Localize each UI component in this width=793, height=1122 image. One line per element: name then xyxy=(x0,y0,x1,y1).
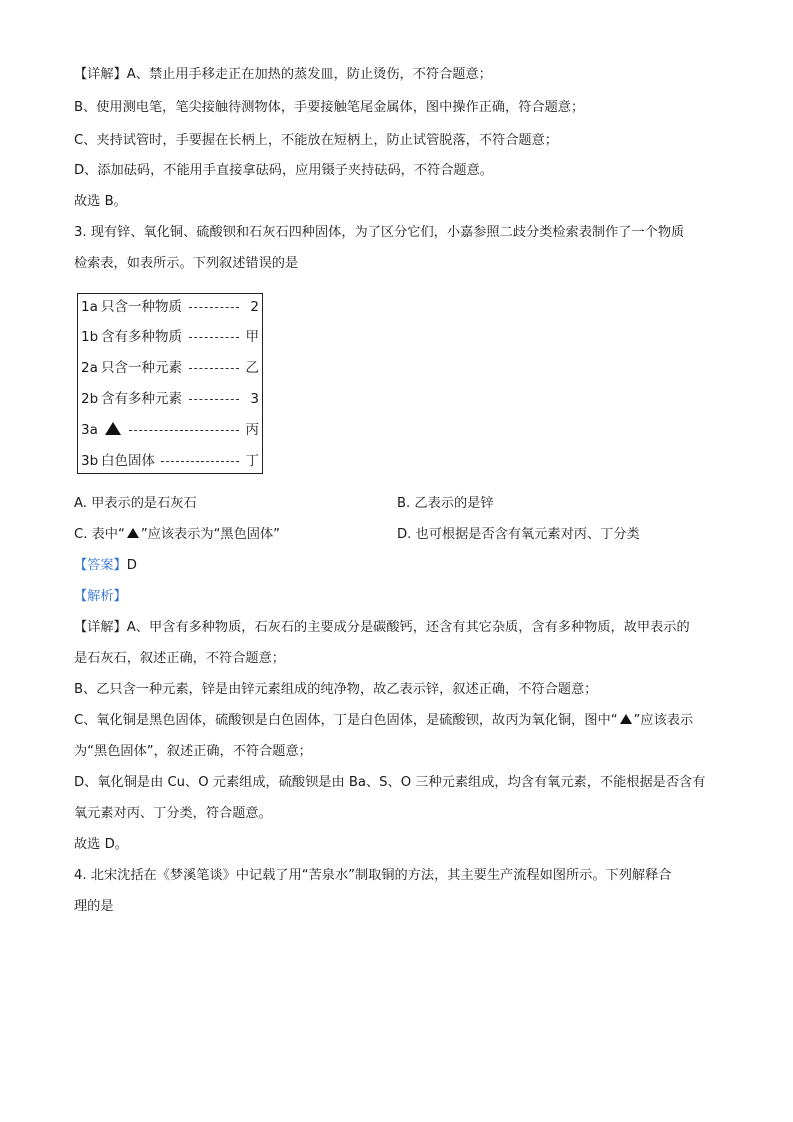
leader-dashes xyxy=(189,399,239,400)
analysis-label: 【解析】 xyxy=(74,589,127,604)
answer-value: D xyxy=(126,558,137,573)
key-row-1a xyxy=(81,297,259,317)
key-row-3b xyxy=(81,451,259,471)
option-c xyxy=(74,526,280,544)
triangle-icon xyxy=(105,422,121,435)
analysis-line-4-pre: C、氧化铜是黑色固体，硫酸钡是白色固体，丁是白色固体，是硫酸钡，故丙为氧化铜，图中“ xyxy=(74,713,618,728)
dichotomous-key-table xyxy=(77,293,263,474)
key-code: 1a xyxy=(81,299,98,315)
choose-d-line: 故选 D。 xyxy=(74,837,128,852)
option-d: D. 也可根据是否含有氧元素对丙、丁分类 xyxy=(397,527,640,542)
key-desc: 含有多种元素 xyxy=(101,391,182,407)
leader-dashes xyxy=(161,461,239,462)
option-c-text-post: ”应该表示为“黑色固体” xyxy=(140,527,280,542)
key-row-2a xyxy=(81,358,259,378)
key-result: 乙 xyxy=(245,360,259,376)
key-row-3a xyxy=(81,420,259,440)
detail-line-a: 【详解】A、禁止用手移走正在加热的蒸发皿，防止烫伤，不符合题意； xyxy=(74,67,492,82)
key-result: 甲 xyxy=(245,329,259,345)
analysis-line-6: D、氧化铜是由 Cu、O 元素组成，硫酸钡是由 Ba、S、O 三种元素组成，均含有氧元素，不能根据是否含有 xyxy=(74,775,706,790)
analysis-line-3: B、乙只含一种元素，锌是由锌元素组成的纯净物，故乙表示锌，叙述正确，不符合题意； xyxy=(74,682,598,697)
option-b: B. 乙表示的是锌 xyxy=(397,496,494,511)
option-a: A. 甲表示的是石灰石 xyxy=(74,496,197,511)
key-result: 丁 xyxy=(245,453,259,469)
detail-line-c: C、夹持试管时，手要握在长柄上，不能放在短柄上，防止试管脱落，不符合题意； xyxy=(74,133,558,148)
key-result: 3 xyxy=(250,391,259,407)
triangle-icon xyxy=(127,528,139,538)
detail-line-b: B、使用测电笔，笔尖接触待测物体，手要接触笔尾金属体，图中操作正确，符合题意； xyxy=(74,100,585,115)
key-desc: 白色固体 xyxy=(101,453,155,469)
q3-stem-line-2: 检索表，如表所示。下列叙述错误的是 xyxy=(74,256,299,271)
key-desc: 只含一种元素 xyxy=(101,360,182,376)
analysis-line-4 xyxy=(74,712,693,730)
triangle-placeholder-icon xyxy=(105,420,121,440)
analysis-line-2: 是石灰石，叙述正确，不符合题意； xyxy=(74,651,285,666)
q4-stem-line-2: 理的是 xyxy=(74,899,114,914)
key-desc: 含有多种物质 xyxy=(101,329,182,345)
key-code: 2a xyxy=(81,360,98,376)
key-code: 2b xyxy=(81,391,99,407)
leader-dashes xyxy=(189,368,239,369)
leader-dashes xyxy=(189,307,239,308)
answer-line xyxy=(74,557,137,575)
leader-dashes xyxy=(129,430,239,431)
analysis-line-7: 氧元素对丙、丁分类，符合题意。 xyxy=(74,806,272,821)
key-code: 1b xyxy=(81,329,99,345)
analysis-line-5: 为“黑色固体”，叙述正确，不符合题意； xyxy=(74,744,312,759)
option-c-text-pre: C. 表中“ xyxy=(74,527,125,542)
key-row-1b xyxy=(81,327,259,347)
choose-b-line: 故选 B。 xyxy=(74,194,127,209)
key-row-2b xyxy=(81,389,259,409)
analysis-line-1: 【详解】A、甲含有多种物质，石灰石的主要成分是碳酸钙，还含有其它杂质，含有多种物质，故甲表示的 xyxy=(74,620,690,635)
q4-stem-line-1: 4. 北宋沈括在《梦溪笔谈》中记载了用“苦泉水”制取铜的方法，其主要生产流程如图所示。下列解释合 xyxy=(74,868,672,883)
key-desc: 只含一种物质 xyxy=(101,299,182,315)
key-result: 2 xyxy=(250,299,259,315)
analysis-line-4-post: ”应该表示 xyxy=(633,713,694,728)
leader-dashes xyxy=(189,337,239,338)
detail-line-d: D、添加砝码，不能用手直接拿砝码，应用镊子夹持砝码，不符合题意。 xyxy=(74,163,493,178)
q3-stem-line-1: 3. 现有锌、氧化铜、硫酸钡和石灰石四种固体，为了区分它们，小嘉参照二歧分类检索表制作了一个物质 xyxy=(74,225,685,240)
key-result: 丙 xyxy=(245,422,259,438)
triangle-icon xyxy=(620,714,632,724)
key-code: 3b xyxy=(81,453,99,469)
key-code: 3a xyxy=(81,422,98,438)
answer-label: 【答案】 xyxy=(74,558,127,573)
